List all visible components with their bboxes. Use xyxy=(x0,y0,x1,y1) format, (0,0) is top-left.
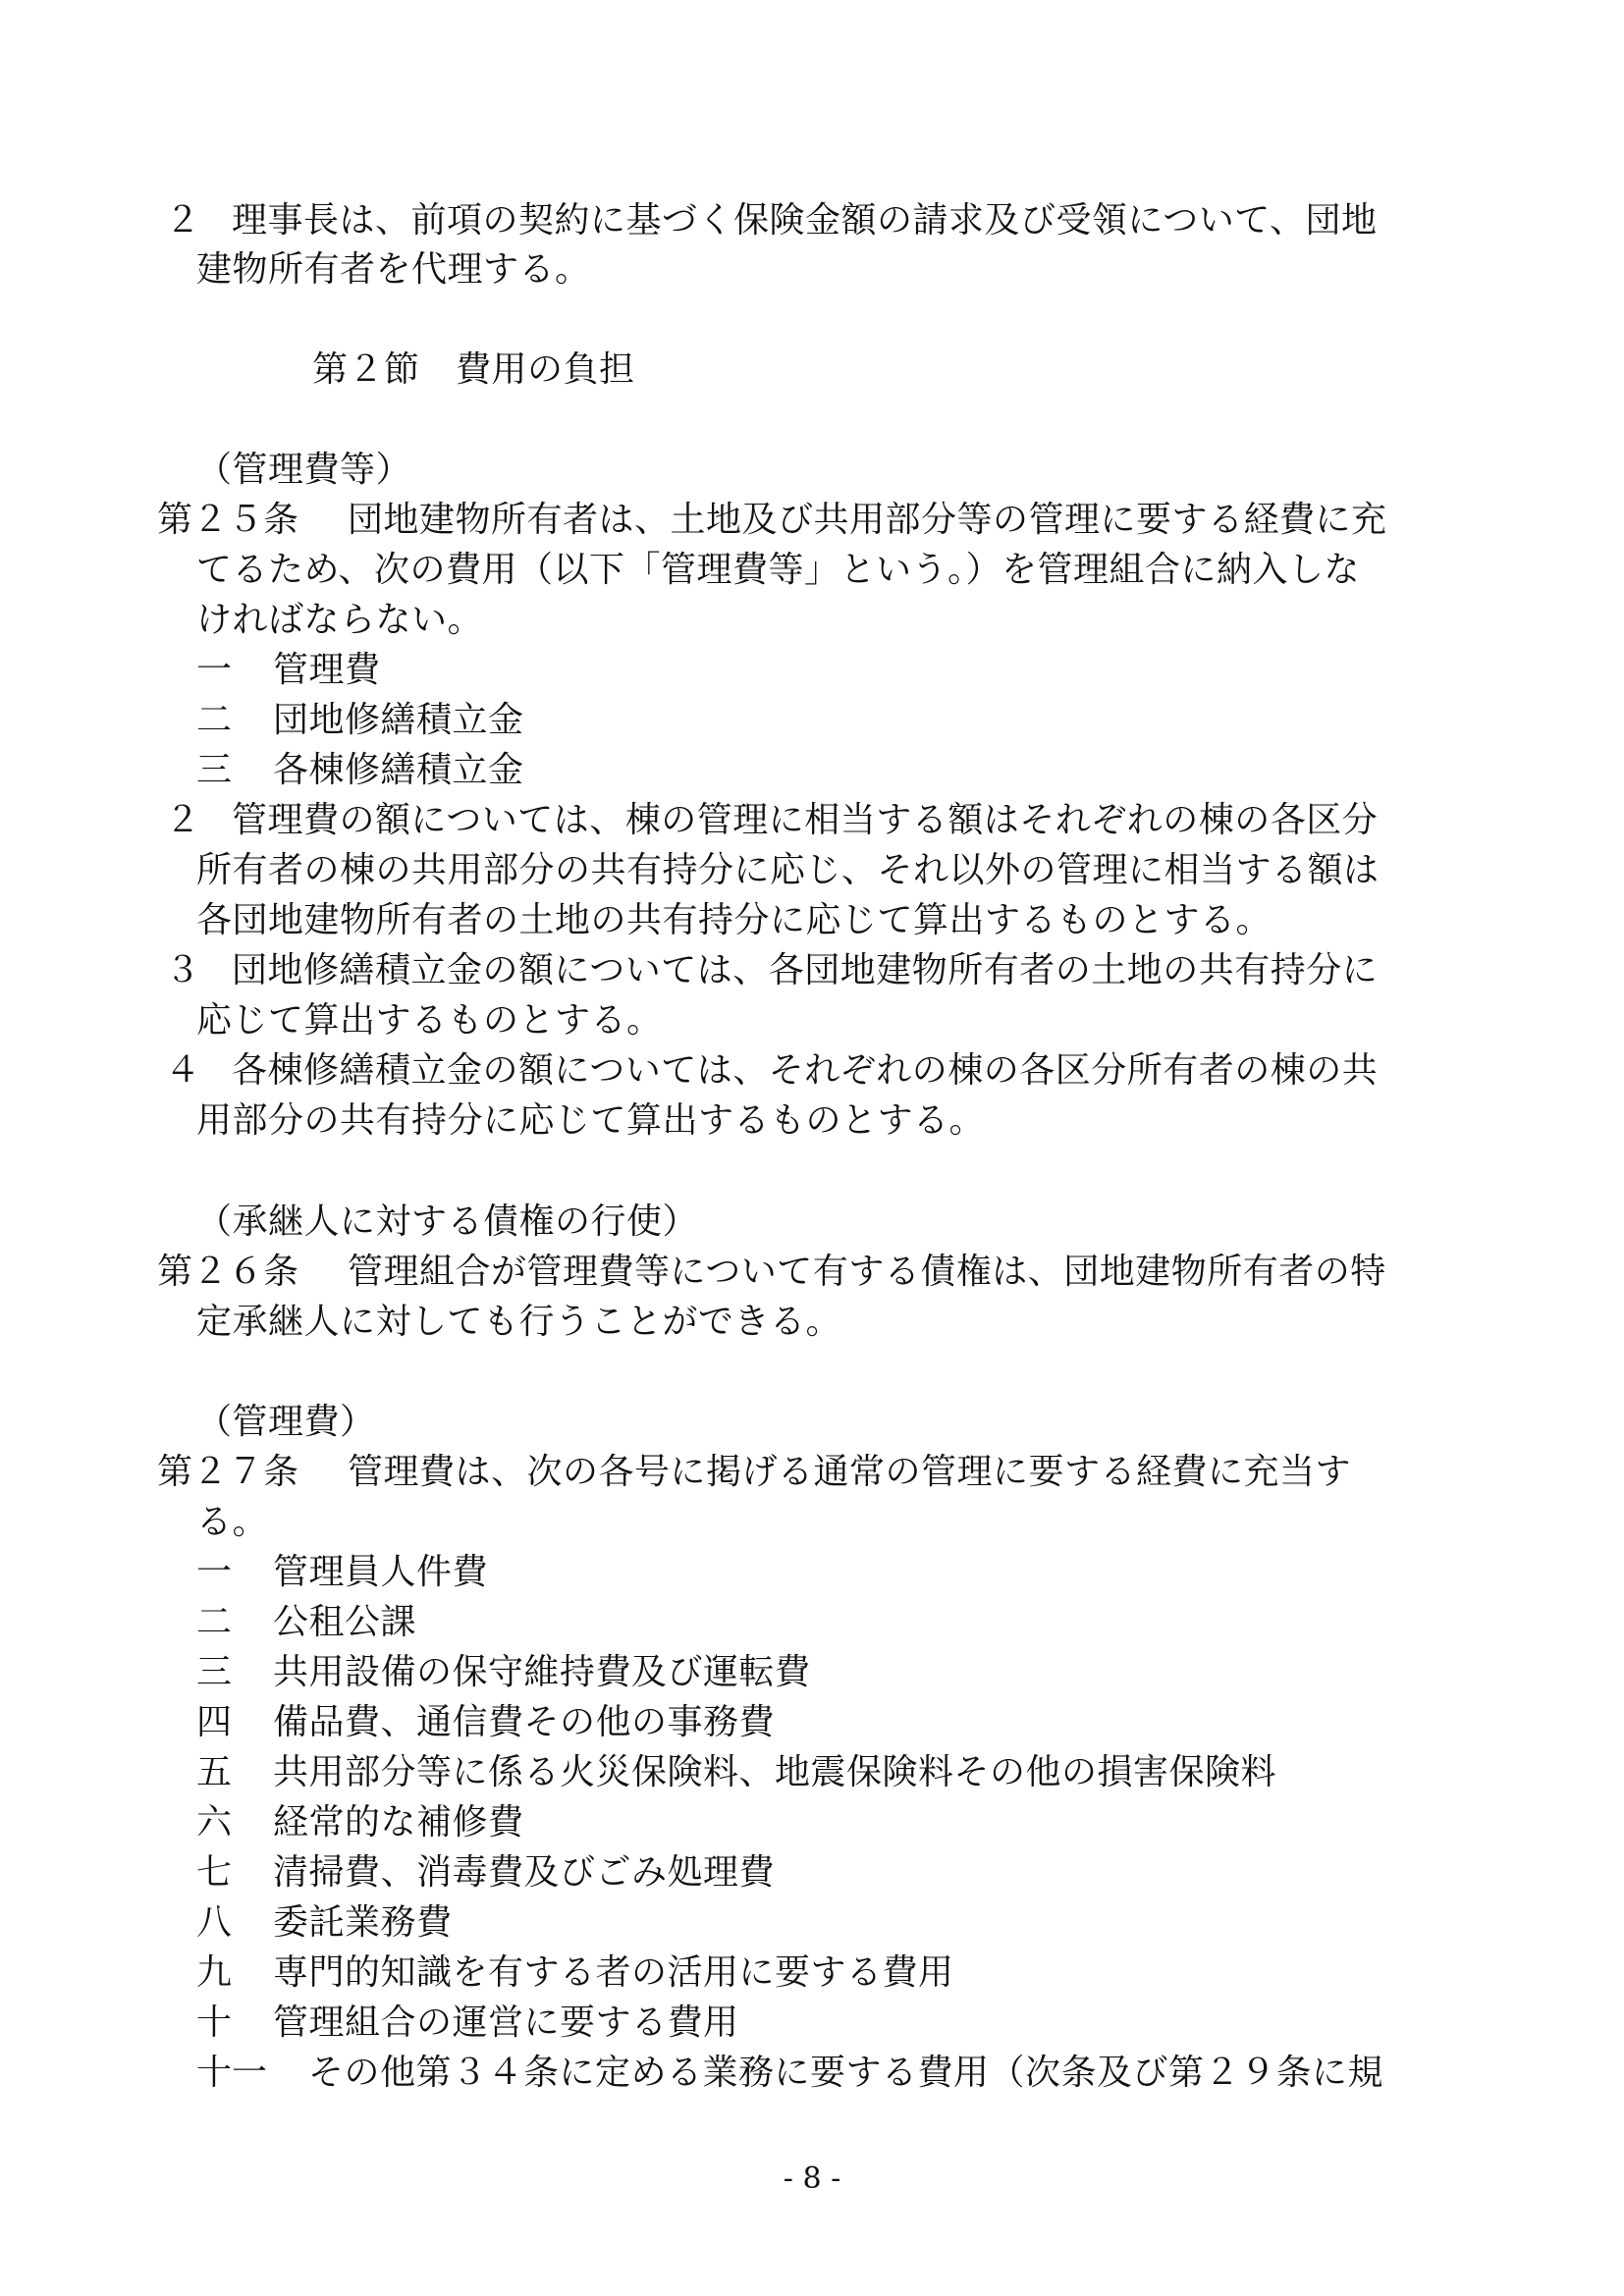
article-number: 第２６条 xyxy=(157,1252,299,1292)
article-line: ければならない。 xyxy=(196,600,484,640)
page-number: - 8 - xyxy=(783,2162,841,2196)
item-text: その他第３４条に定める業務に要する費用（次条及び第２９条に規 xyxy=(308,2053,1384,2093)
item-text: 公租公課 xyxy=(273,1602,417,1642)
paragraph-number: ３ xyxy=(165,950,201,990)
paragraph-number: ２ xyxy=(165,200,201,240)
item-text: 委託業務費 xyxy=(273,1902,453,1943)
item-text: 団地修繕積立金 xyxy=(273,700,524,740)
item-number: 十一 xyxy=(196,2053,268,2093)
item-text: 管理員人件費 xyxy=(273,1552,489,1592)
article-number: 第２７条 xyxy=(157,1452,299,1492)
item-number: 八 xyxy=(196,1902,233,1943)
paragraph-line: 各団地建物所有者の土地の共有持分に応じて算出するものとする。 xyxy=(196,900,1272,940)
item-number: 一 xyxy=(196,650,233,690)
item-number: 二 xyxy=(196,700,233,740)
item-text: 清掃費、消毒費及びごみ処理費 xyxy=(273,1852,776,1893)
item-number: 四 xyxy=(196,1702,233,1742)
item-number: 二 xyxy=(196,1602,233,1642)
paragraph-line: 応じて算出するものとする。 xyxy=(196,1000,663,1041)
article-caption: （承継人に対する債権の行使） xyxy=(196,1201,699,1242)
paragraph-number: ２ xyxy=(165,800,201,840)
article-line: 管理費は、次の各号に掲げる通常の管理に要する経費に充当す xyxy=(348,1452,1352,1492)
article-caption: （管理費等） xyxy=(196,450,412,490)
item-text: 管理費 xyxy=(273,650,381,690)
item-number: 三 xyxy=(196,1652,233,1692)
article-line: る。 xyxy=(196,1502,269,1542)
item-number: 三 xyxy=(196,750,233,790)
item-number: 六 xyxy=(196,1802,233,1842)
paragraph-line: 団地修繕積立金の額については、各団地建物所有者の土地の共有持分に xyxy=(232,950,1379,990)
article-line: 管理組合が管理費等について有する債権は、団地建物所有者の特 xyxy=(348,1252,1386,1292)
item-number: 七 xyxy=(196,1852,233,1893)
paragraph-line: 建物所有者を代理する。 xyxy=(196,249,591,290)
article-line: 定承継人に対しても行うことができる。 xyxy=(196,1302,842,1342)
article-caption: （管理費） xyxy=(196,1402,376,1442)
item-number: 一 xyxy=(196,1552,233,1592)
item-number: 五 xyxy=(196,1752,233,1792)
item-text: 各棟修繕積立金 xyxy=(273,750,524,790)
item-number: 十 xyxy=(196,2002,233,2043)
paragraph-line: 用部分の共有持分に応じて算出するものとする。 xyxy=(196,1100,986,1141)
paragraph-line: 所有者の棟の共用部分の共有持分に応じ、それ以外の管理に相当する額は xyxy=(196,850,1380,890)
item-text: 管理組合の運営に要する費用 xyxy=(273,2002,739,2043)
article-line: 団地建物所有者は、土地及び共用部分等の管理に要する経費に充 xyxy=(348,500,1387,540)
item-text: 専門的知識を有する者の活用に要する費用 xyxy=(273,1952,954,1993)
item-number: 九 xyxy=(196,1952,233,1993)
article-number: 第２５条 xyxy=(157,500,299,540)
item-text: 共用設備の保守維持費及び運転費 xyxy=(273,1652,811,1692)
paragraph-line: 理事長は、前項の契約に基づく保険金額の請求及び受領について、団地 xyxy=(232,200,1378,240)
paragraph-line: 管理費の額については、棟の管理に相当する額はそれぞれの棟の各区分 xyxy=(232,800,1379,840)
item-text: 備品費、通信費その他の事務費 xyxy=(273,1702,776,1742)
article-line: てるため、次の費用（以下「管理費等」という。）を管理組合に納入しな xyxy=(196,550,1361,590)
paragraph-number: ４ xyxy=(165,1050,201,1091)
paragraph-line: 各棟修繕積立金の額については、それぞれの棟の各区分所有者の棟の共 xyxy=(232,1050,1379,1091)
item-text: 経常的な補修費 xyxy=(273,1802,524,1842)
item-text: 共用部分等に係る火災保険料、地震保険料その他の損害保険料 xyxy=(273,1752,1277,1792)
section-heading: 第２節 費用の負担 xyxy=(312,349,635,390)
